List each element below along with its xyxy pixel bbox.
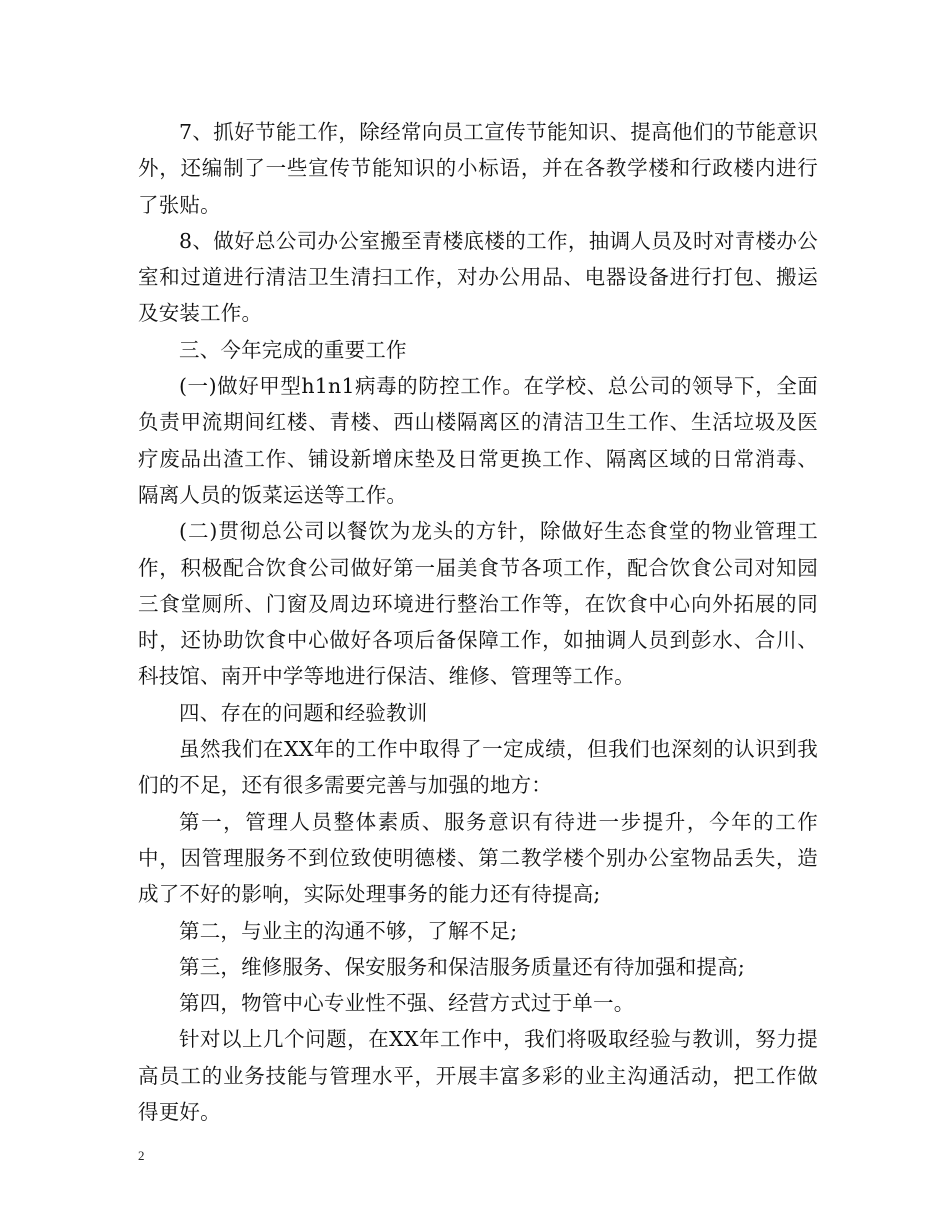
paragraph-fourth-issue: 第四，物管中心专业性不强、经营方式过于单一。 <box>179 991 635 1016</box>
paragraph-first-issue: 第一，管理人员整体素质、服务意识有待进一步提升，今年的工作中，因管理服务不到位致使明德楼、第二教学楼个别办公室物品丢失，造成了不好的影响，实际处理事务的能力还有待提高; <box>138 809 818 907</box>
section-heading-four: 四、存在的问题和经验教训 <box>179 700 428 725</box>
paragraph-conclusion: 针对以上几个问题，在XX年工作中，我们将吸取经验与教训，努力提高员工的业务技能与管理水平，开展丰富多彩的业主沟通活动，把工作做得更好。 <box>138 1027 818 1125</box>
section-heading-three: 三、今年完成的重要工作 <box>179 337 407 362</box>
paragraph-item-7: 7、抓好节能工作，除经常向员工宣传节能知识、提高他们的节能意识外，还编制了一些宣传节能知识的小标语，并在各教学楼和行政楼内进行了张贴。 <box>138 120 818 217</box>
page-number: 2 <box>138 1148 145 1163</box>
paragraph-third-issue: 第三，维修服务、保安服务和保洁服务质量还有待加强和提高; <box>179 954 746 979</box>
paragraph-h1n1-prevention: (一)做好甲型h1n1病毒的防控工作。在学校、总公司的领导下，全面负责甲流期间红楼、青楼、西山楼隔离区的清洁卫生工作、生活垃圾及医疗废品出渣工作、铺设新增床垫及日常更换工作、隔离区域的日常消毒、隔离人员的饭菜运送等工作。 <box>138 374 818 507</box>
paragraph-item-8: 8、做好总公司办公室搬至青楼底楼的工作，抽调人员及时对青楼办公室和过道进行清洁卫生清扫工作，对办公用品、电器设备进行打包、搬运及安装工作。 <box>138 228 818 326</box>
paragraph-catering-policy: (二)贯彻总公司以餐饮为龙头的方针，除做好生态食堂的物业管理工作，积极配合饮食公司做好第一届美食节各项工作，配合饮食公司对知园三食堂厕所、门窗及周边环境进行整治工作等，在饮食中心向外拓展的同时，还协助饮食中心做好各项后备保障工作，如抽调人员到彭水、合川、科技馆、南开中学等地进行保洁、维修、管理等工作。 <box>138 519 818 689</box>
paragraph-shortcomings-intro: 虽然我们在XX年的工作中取得了一定成绩，但我们也深刻的认识到我们的不足，还有很多需要完善与加强的地方： <box>138 737 818 798</box>
document-body <box>138 114 818 1130</box>
paragraph-second-issue: 第二，与业主的沟通不够，了解不足; <box>179 918 518 943</box>
